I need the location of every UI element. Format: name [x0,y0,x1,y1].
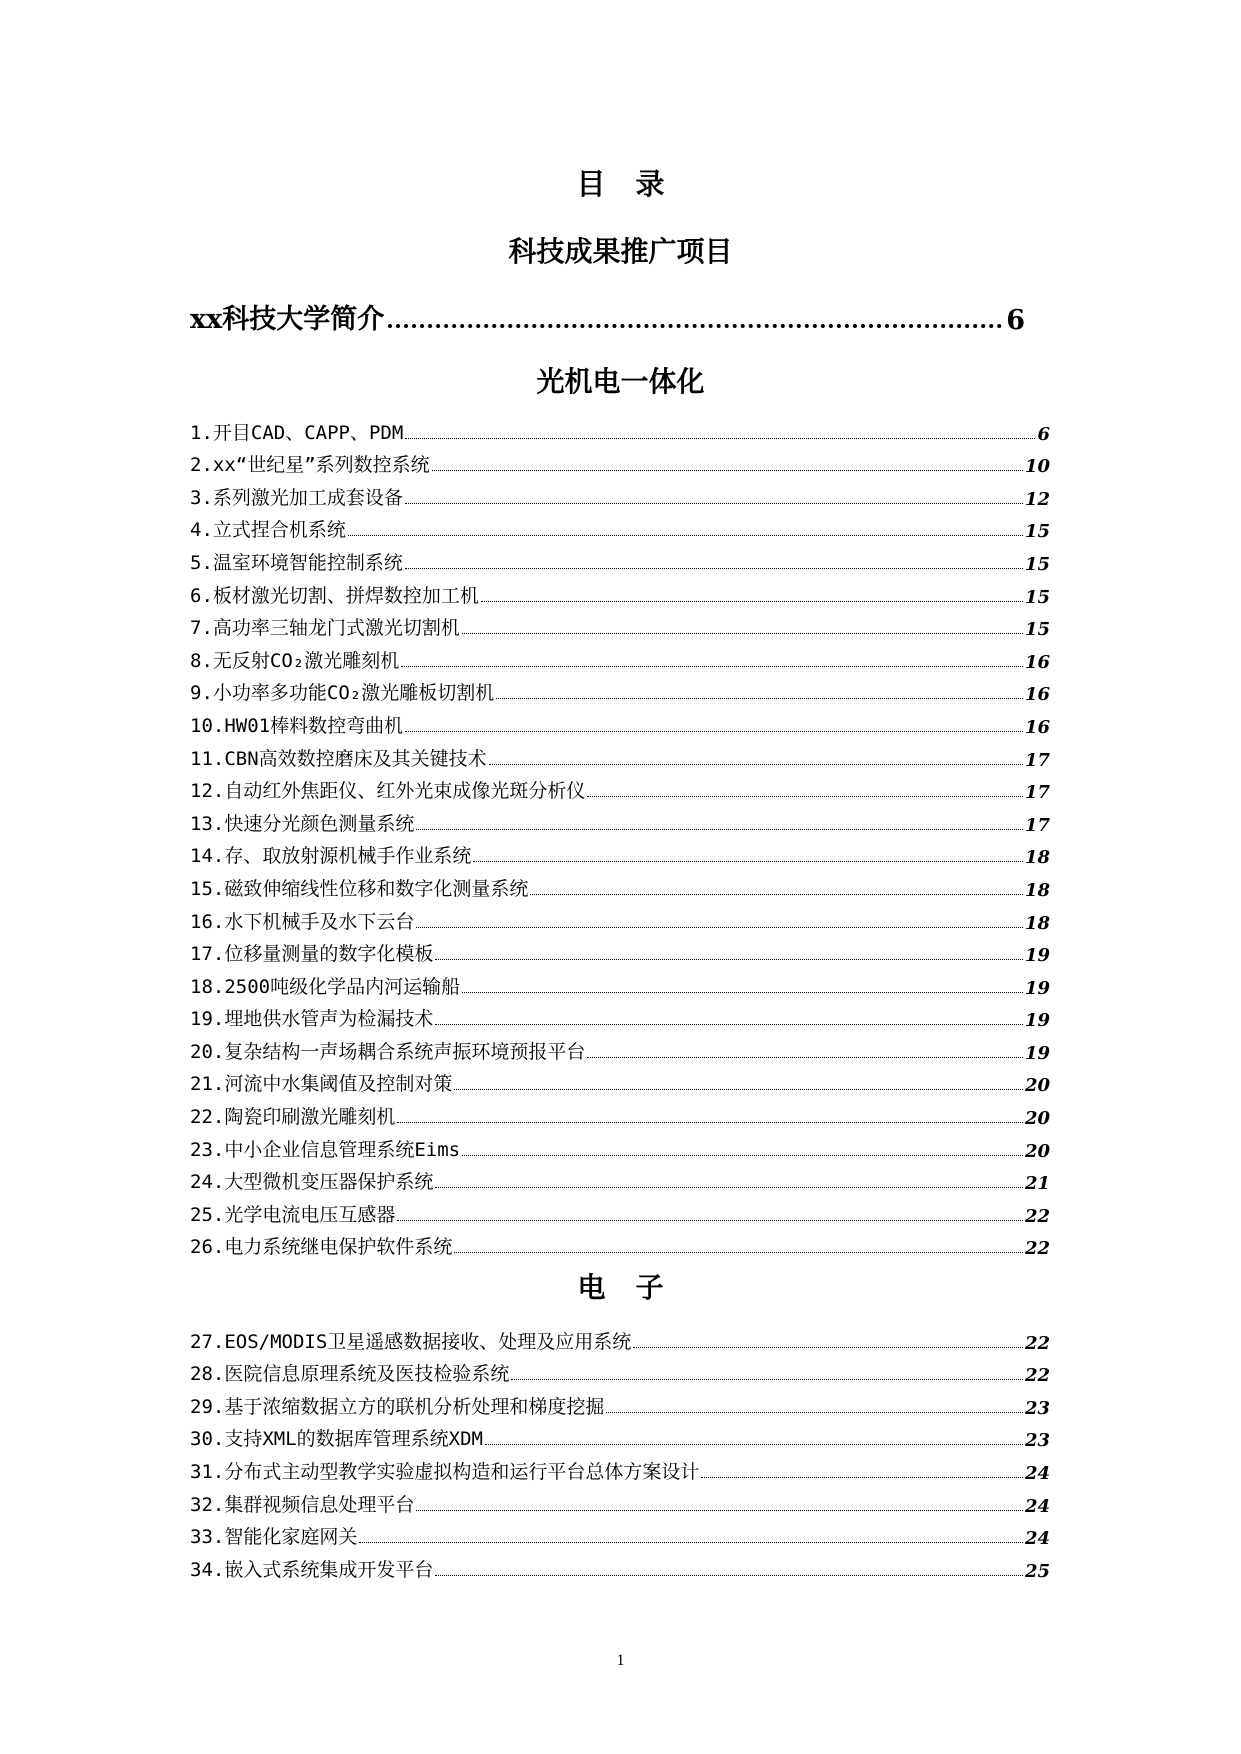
toc-entry-label: xx科技大学简介 [190,304,385,335]
toc-entry[interactable] [190,1484,1050,1517]
toc-entry-page: 19 [1024,1042,1050,1064]
dot-leader [435,959,1023,960]
toc-entry-label: 29.基于浓缩数据立方的联机分析处理和梯度挖掘 [190,1395,605,1418]
toc-entry[interactable] [190,1064,1050,1097]
section-heading: 电子 [577,1271,694,1304]
dot-leader [401,666,1023,667]
toc-entry[interactable] [190,738,1050,771]
dot-leader [388,324,1002,328]
toc-entry[interactable] [190,836,1050,869]
toc-entry-label: 18.2500吨级化学品内河运输船 [190,975,461,998]
toc-entry[interactable] [190,868,1050,901]
dot-leader [454,1089,1023,1090]
toc-entry-page: 21 [1024,1173,1050,1195]
toc-entry-label: 19.埋地供水管声为检漏技术 [190,1008,434,1031]
toc-entry-label: 22.陶瓷印刷激光雕刻机 [190,1106,396,1129]
dot-leader [587,1057,1023,1058]
dot-leader [462,633,1023,634]
toc-entry-page: 22 [1024,1205,1050,1227]
toc-entry[interactable] [190,640,1050,673]
toc-entry[interactable] [190,803,1050,836]
toc-entry-page: 19 [1024,1010,1050,1032]
toc-entry[interactable] [190,966,1050,999]
toc-entry-page: 19 [1024,977,1050,999]
toc-entry-label: 10.HW01棒料数控弯曲机 [190,714,404,737]
toc-entry[interactable] [190,1419,1050,1452]
toc-entry-page: 24 [1024,1528,1050,1550]
toc-entry-label: 26.电力系统继电保护软件系统 [190,1236,453,1259]
dot-leader [405,438,1035,439]
toc-entry[interactable] [190,1194,1050,1227]
dot-leader [405,568,1023,569]
dot-leader [496,698,1023,699]
dot-leader [416,927,1023,928]
toc-entry-label: 27.EOS/MODIS卫星遥感数据接收、处理及应用系统 [190,1330,632,1353]
dot-leader [405,503,1023,504]
toc-entry[interactable] [190,901,1050,934]
toc-entry[interactable] [190,1549,1050,1582]
toc-entry[interactable] [190,934,1050,967]
dot-leader [416,1510,1023,1511]
dot-leader [359,1542,1023,1543]
toc-entry-label: 32.集群视频信息处理平台 [190,1493,415,1516]
toc-entry-label: 8.无反射CO₂激光雕刻机 [190,649,400,672]
dot-leader [348,535,1023,536]
toc-entry[interactable] [190,510,1050,543]
dot-leader [397,1122,1023,1123]
toc-entry-label: 16.水下机械手及水下云台 [190,910,415,933]
toc-entry[interactable] [190,673,1050,706]
toc-entry-page: 17 [1024,814,1050,836]
toc-entry-page: 18 [1024,912,1050,934]
toc-list [190,412,1050,1259]
toc-entry-page: 22 [1024,1365,1050,1387]
toc-entry[interactable] [190,608,1050,641]
toc-entry-page: 19 [1024,945,1050,967]
toc-entry[interactable] [190,477,1050,510]
toc-entry-label: 20.复杂结构一声场耦合系统声振环境预报平台 [190,1040,586,1063]
dot-leader [511,1379,1023,1380]
dot-leader [432,470,1023,471]
toc-entry-label: 2.xx“世纪星”系列数控系统 [190,454,430,477]
toc-entry-page: 17 [1024,782,1050,804]
toc-subtitle: 科技成果推广项目 [508,235,733,268]
toc-entry-label: 9.小功率多功能CO₂激光雕板切割机 [190,682,495,705]
toc-entry-label: 13.快速分光颜色测量系统 [190,812,415,835]
dot-leader [530,894,1023,895]
toc-entry-page: 12 [1024,488,1050,510]
toc-entry-label: 15.磁致伸缩线性位移和数字化测量系统 [190,877,529,900]
toc-entry-page: 23 [1024,1430,1050,1452]
toc-entry[interactable] [190,1517,1050,1550]
toc-entry[interactable] [190,575,1050,608]
toc-entry[interactable] [190,1129,1050,1162]
toc-entry-page: 22 [1024,1332,1050,1354]
toc-entry[interactable] [190,999,1050,1032]
toc-entry-page: 15 [1024,619,1050,641]
toc-entry-label: 34.嵌入式系统集成开发平台 [190,1558,434,1581]
dot-leader [405,731,1023,732]
toc-entry-label: 11.CBN高效数控磨床及其关键技术 [190,747,487,770]
toc-entry-page: 15 [1024,521,1050,543]
toc-entry-page: 23 [1024,1397,1050,1419]
toc-entry-label: 24.大型微机变压器保护系统 [190,1171,434,1194]
dot-leader [489,764,1023,765]
dot-leader [435,1024,1023,1025]
toc-entry-page: 18 [1024,879,1050,901]
toc-entry-label: 25.光学电流电压互感器 [190,1203,396,1226]
toc-entry-page: 10 [1024,456,1050,478]
toc-entry-page: 20 [1024,1140,1050,1162]
toc-entry-page: 16 [1024,716,1050,738]
toc-entry-page: 15 [1024,553,1050,575]
toc-entry-page: 17 [1024,749,1050,771]
dot-leader [435,1575,1023,1576]
page-number: 1 [616,1652,625,1669]
toc-entry-page: 18 [1024,847,1050,869]
toc-entry-label: 30.支持XML的数据库管理系统XDM [190,1428,483,1451]
dot-leader [454,1252,1023,1253]
dot-leader [485,1444,1023,1445]
toc-entry-page: 20 [1024,1075,1050,1097]
toc-entry-page: 16 [1024,684,1050,706]
toc-entry-page: 15 [1024,586,1050,608]
toc-entry-page: 25 [1024,1560,1050,1582]
toc-entry[interactable] [190,1031,1050,1064]
section-heading: 光机电一体化 [536,365,705,398]
dot-leader [462,992,1023,993]
dot-leader [462,1155,1023,1156]
toc-title: 目录 [576,167,695,201]
toc-entry-label: 28.医院信息原理系统及医技检验系统 [190,1363,510,1386]
toc-entry[interactable] [190,1227,1050,1260]
dot-leader [587,796,1023,797]
toc-entry[interactable] [190,1386,1050,1419]
dot-leader [633,1347,1023,1348]
toc-entry-label: 6.板材激光切割、拼焊数控加工机 [190,584,479,607]
toc-entry[interactable] [190,1162,1050,1195]
toc-entry[interactable] [190,542,1050,575]
toc-entry-label: 17.位移量测量的数字化模板 [190,943,434,966]
toc-entry-page: 6 [1037,423,1050,445]
toc-entry[interactable] [190,412,1050,445]
dot-leader [397,1220,1023,1221]
toc-entry-label: 23.中小企业信息管理系统Eims [190,1138,461,1161]
toc-entry[interactable] [190,1096,1050,1129]
toc-entry-label: 14.存、取放射源机械手作业系统 [190,845,472,868]
toc-entry-label: 12.自动红外焦距仪、红外光束成像光斑分析仪 [190,780,586,803]
dot-leader [416,829,1023,830]
toc-entry-page: 24 [1024,1462,1050,1484]
toc-entry-label: 4.立式捏合机系统 [190,519,346,542]
toc-entry-label: 3.系列激光加工成套设备 [190,486,403,509]
dot-leader [435,1187,1023,1188]
toc-entry[interactable] [190,705,1050,738]
toc-entry-label: 7.高功率三轴龙门式激光切割机 [190,617,460,640]
toc-entry[interactable] [190,1354,1050,1387]
toc-entry-page: 22 [1024,1238,1050,1260]
toc-entry-page: 6 [1006,305,1025,336]
toc-entry-label: 31.分布式主动型教学实验虚拟构造和运行平台总体方案设计 [190,1460,700,1483]
toc-intro-entry[interactable] [190,296,1025,336]
toc-entry-label: 1.开目CAD、CAPP、PDM [190,421,404,444]
toc-entry-label: 21.河流中水集阈值及控制对策 [190,1073,453,1096]
dot-leader [606,1412,1023,1413]
toc-entry[interactable] [190,445,1050,478]
dot-leader [473,861,1023,862]
toc-entry-page: 20 [1024,1108,1050,1130]
toc-entry[interactable] [190,1451,1050,1484]
toc-entry-label: 33.智能化家庭网关 [190,1526,358,1549]
toc-entry-page: 24 [1024,1495,1050,1517]
toc-entry-label: 5.温室环境智能控制系统 [190,551,403,574]
dot-leader [481,601,1023,602]
dot-leader [701,1477,1023,1478]
toc-list [190,1321,1050,1582]
toc-entry[interactable] [190,1321,1050,1354]
toc-entry[interactable] [190,771,1050,804]
toc-entry-page: 16 [1024,651,1050,673]
